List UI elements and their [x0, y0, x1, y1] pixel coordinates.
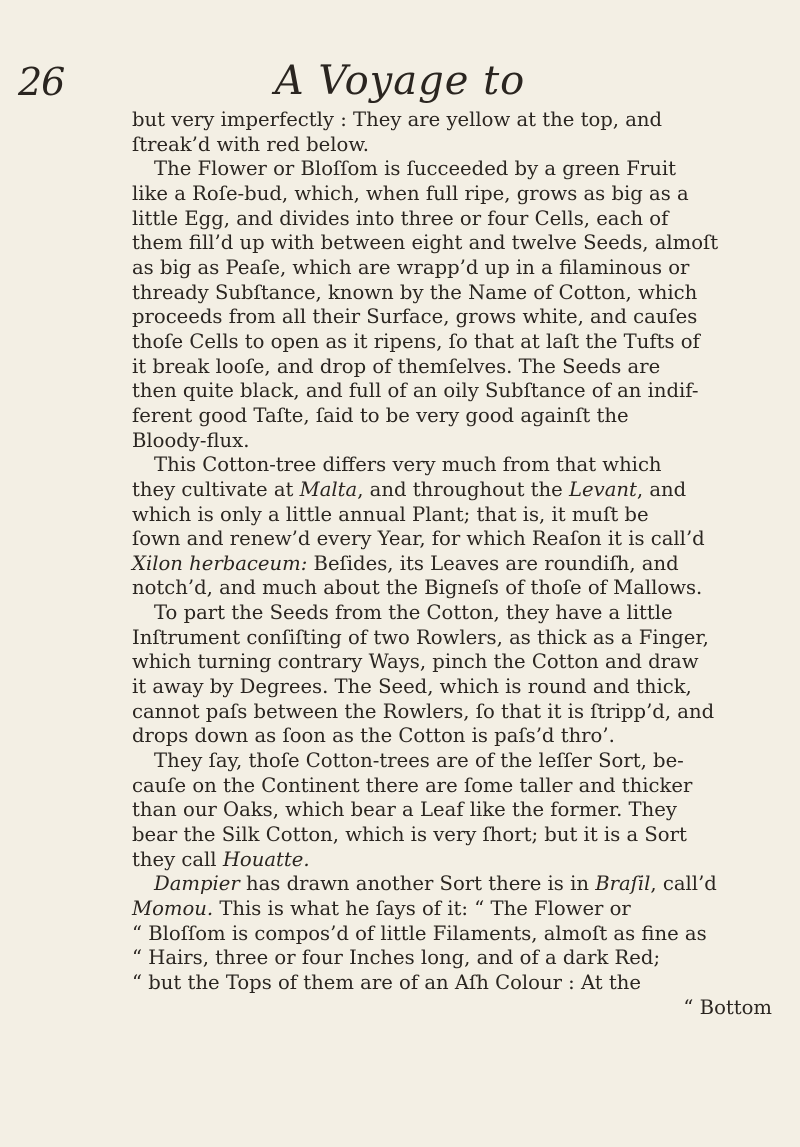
text-run: bear the Silk Cotton, which is very ſhort; but it is a Sort: [132, 823, 687, 847]
text-run: they cultivate at: [132, 477, 300, 501]
text-run: notch’d, and much about the Bigneſs of thoſe of Mallows.: [132, 576, 703, 600]
text-run: it break looſe, and drop of themſelves. The Seeds are: [132, 354, 661, 378]
text-run: , and throughout the: [357, 477, 570, 501]
text-run: like a Roſe-bud, which, when full ripe, grows as big as a: [132, 181, 689, 205]
text-run: “ Bottom: [683, 995, 772, 1019]
text-line: [132, 157, 772, 182]
text-run: cannot paſs between the Rowlers, ſo that it is ſtripp’d, and: [132, 699, 715, 723]
text-line: [132, 996, 772, 1021]
text-line: [132, 576, 772, 601]
text-run: thready Subſtance, known by the Name of Cotton, which: [132, 280, 698, 304]
text-run: Inſtrument conſiſting of two Rowlers, as thick as a Finger,: [132, 625, 709, 649]
text-line: [132, 848, 772, 873]
text-run: which turning contrary Ways, pinch the Cotton and draw: [132, 650, 699, 674]
text-run: ferent good Taſte, ſaid to be very good againſt the: [132, 403, 629, 427]
text-run: Bloody-flux.: [132, 428, 250, 452]
text-run: then quite black, and full of an oily Subſtance of an indif-: [132, 379, 699, 403]
text-line: [132, 503, 772, 528]
text-run: “ Bloſſom is compos’d of little Filaments, almoſt as fine as: [132, 921, 707, 945]
text-line: [132, 305, 772, 330]
text-run: “ but the Tops of them are of an Aſh Colour : At the: [132, 970, 641, 994]
text-line: [132, 108, 772, 133]
text-line: [132, 330, 772, 355]
italic-text: Momou.: [132, 897, 214, 920]
text-run: which is only a little annual Plant; that is, it muſt be: [132, 502, 649, 526]
text-line: [132, 724, 772, 749]
text-line: [132, 478, 772, 503]
text-line: [132, 675, 772, 700]
text-run: drops down as ſoon as the Cotton is paſs’d thro’.: [132, 724, 615, 748]
text-line: [132, 971, 772, 996]
text-line: [132, 626, 772, 651]
text-line: [132, 355, 772, 380]
text-line: [132, 946, 772, 971]
text-run: cauſe on the Continent there are ſome taller and thicker: [132, 773, 693, 797]
text-line: [132, 601, 772, 626]
text-line: [132, 379, 772, 404]
text-run: than our Oaks, which bear a Leaf like the former. They: [132, 798, 677, 822]
text-line: [132, 256, 772, 281]
page-number: 26: [18, 60, 65, 104]
text-line: [132, 133, 772, 158]
italic-text: Malta: [299, 477, 358, 501]
body-text: [132, 108, 772, 1020]
italic-text: Xilon herbaceum:: [132, 551, 308, 575]
text-run: proceeds from all their Surface, grows white, and cauſes: [132, 305, 698, 329]
text-run: , call’d: [650, 872, 717, 896]
text-run: but very imperfectly : They are yellow at the top, and: [132, 108, 663, 131]
text-run: them fill’d up with between eight and twelve Seeds, almoſt: [132, 231, 719, 255]
text-line: [132, 650, 772, 675]
text-line: [132, 897, 772, 922]
text-run: as big as Peaſe, which are wrapp’d up in a filaminous or: [132, 255, 690, 279]
text-run: This is what he ſays of it: “ The Flower or: [213, 897, 631, 920]
text-run: little Egg, and divides into three or four Cells, each of: [132, 206, 669, 230]
text-run: This Cotton-tree differs very much from that which: [154, 453, 662, 477]
text-line: [132, 872, 772, 897]
text-line: [132, 453, 772, 478]
text-run: it away by Degrees. The Seed, which is round and thick,: [132, 675, 692, 699]
text-line: [132, 749, 772, 774]
text-run: ſown and renew’d every Year, for which Reaſon it is call’d: [132, 527, 705, 551]
text-run: To part the Seeds from the Cotton, they have a little: [154, 601, 673, 625]
text-run: thoſe Cells to open as it ripens, ſo that at laſt the Tufts of: [132, 329, 700, 353]
text-line: [132, 774, 772, 799]
text-line: [132, 922, 772, 947]
text-line: [132, 231, 772, 256]
text-line: [132, 700, 772, 725]
italic-text: Braſil: [595, 872, 651, 896]
text-line: [132, 182, 772, 207]
text-line: [132, 527, 772, 552]
text-run: The Flower or Bloſſom is ſucceeded by a green Fruit: [154, 157, 676, 181]
text-line: [132, 281, 772, 306]
text-run: Beſides, its Leaves are roundiſh, and: [307, 551, 679, 575]
text-run: “ Hairs, three or four Inches long, and of a dark Red;: [132, 946, 661, 970]
text-line: [132, 798, 772, 823]
italic-text: Levant: [569, 477, 637, 501]
text-line: [132, 207, 772, 232]
text-run: They ſay, thoſe Cotton-trees are of the leſſer Sort, be-: [154, 749, 684, 773]
text-line: [132, 404, 772, 429]
text-run: ſtreak’d with red below.: [132, 132, 370, 156]
italic-text: Houatte.: [222, 847, 310, 871]
running-title: A Voyage to: [274, 58, 526, 104]
italic-text: Dampier: [154, 872, 240, 896]
text-line: [132, 429, 772, 454]
text-line: [132, 823, 772, 848]
text-run: has drawn another Sort there is in: [239, 872, 596, 896]
text-run: , and: [636, 477, 687, 501]
text-run: they call: [132, 847, 223, 871]
text-line: [132, 552, 772, 577]
